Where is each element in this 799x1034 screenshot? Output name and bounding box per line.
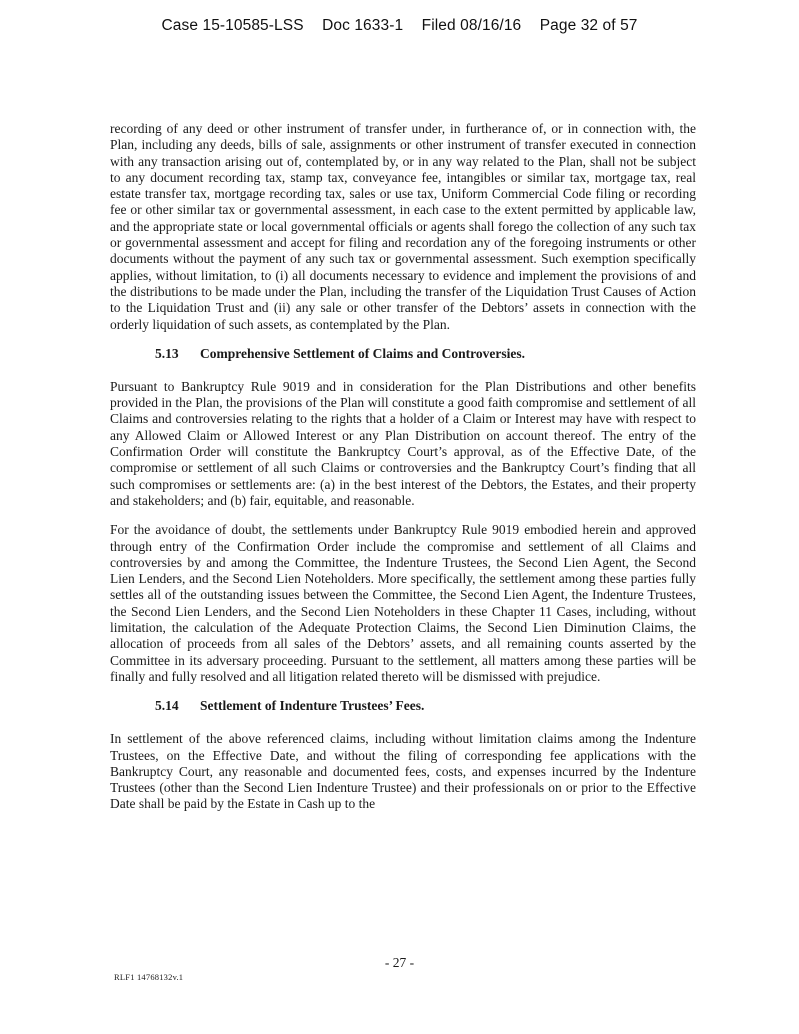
paragraph-rule-9019: Pursuant to Bankruptcy Rule 9019 and in consideration for the Plan Distributions and other benefits provided in the Plan, the provisions of the Plan will constitute a good faith compromise and settlement of all Claims and controversies relating to the rights that a holder of a Claim or Interest may have with respect to any Allowed Claim or Allowed Interest or any Plan Distribution on account thereof. The entry of the Confirmation Order will constitute the Bankruptcy Court’s approval, as of the Effective Date, of the compromise or settlement of all such Claims or controversies and the Bankruptcy Court’s finding that all such compromises or settlements are: (a) in the best interest of the Debtors, the Estates, and their property and stakeholders; and (b) fair, equitable, and reasonable. [110, 378, 696, 508]
paragraph-recording-tax: recording of any deed or other instrument of transfer under, in furtherance of, or in connection with, the Plan, including any deeds, bills of sale, assignments or other instrument of transfer executed in connection with any transaction arising out of, contemplated by, or in any way related to the Plan, shall not be subject to any document recording tax, stamp tax, conveyance fee, intangibles or similar tax, mortgage tax, real estate transfer tax, mortgage recording tax, sales or use tax, Uniform Commercial Code filing or recording fee or other similar tax or governmental assessment, in each case to the extent permitted by applicable law, and the appropriate state or local governmental officials or agents shall forego the collection of any such tax or governmental assessment and accept for filing and recordation any of the foregoing instruments or other documents without the payment of any such tax or governmental assessment. Such exemption specifically applies, without limitation, to (i) all documents necessary to evidence and implement the provisions of and the distributions to be made under the Plan, including the transfer of the Liquidation Trust Causes of Action to the Liquidation Trust and (ii) any sale or other transfer of the Debtors’ assets in connection with the orderly liquidation of such assets, as contemplated by the Plan. [110, 121, 696, 332]
doc-number: Doc 1633-1 [322, 17, 404, 34]
section-heading-5-13 [155, 346, 696, 362]
section-title: Settlement of Indenture Trustees’ Fees. [200, 698, 425, 714]
paragraph-indenture-fees: In settlement of the above referenced claims, including without limitation claims among the Indenture Trustees, on the Effective Date, and without the filing of corresponding fee applications with the Bankruptcy Court, any reasonable and documented fees, costs, and expenses incurred by the Indenture Trustees (other than the Second Lien Indenture Trustee) and their professionals on or prior to the Effective Date shall be paid by the Estate in Cash up to the [110, 731, 696, 812]
page-number: - 27 - [384, 955, 415, 970]
paragraph-avoidance-of-doubt: For the avoidance of doubt, the settlements under Bankruptcy Rule 9019 embodied herein and approved through entry of the Confirmation Order include the compromise and settlement of all Claims and controversies by and among the Committee, the Indenture Trustees, the Second Lien Agent, the Second Lien Lenders, and the Second Lien Noteholders. More specifically, the settlement among these parties fully settles all of the outstanding issues between the Committee, the Second Lien Agent, the Indenture Trustees, the Second Lien Lenders, and the Second Lien Noteholders in these Chapter 11 Cases, including, without limitation, the calculation of the Adequate Protection Claims, the Second Lien Diminution Claims, the allocation of proceeds from all sales of the Debtors’ assets, and all remaining counts asserted by the Committee in its adversary proceeding. Pursuant to the settlement, all matters among these parties will be finally and fully resolved and all litigation related thereto will be dismissed with prejudice. [110, 522, 696, 684]
section-number: 5.13 [155, 345, 179, 361]
document-body [110, 121, 696, 826]
document-id: RLF1 14768132v.1 [114, 972, 184, 982]
case-number: Case 15-10585-LSS [161, 17, 304, 34]
filed-date: Filed 08/16/16 [421, 17, 522, 34]
section-title: Comprehensive Settlement of Claims and Controversies. [200, 345, 525, 361]
page-indicator: Page 32 of 57 [539, 17, 638, 34]
case-header [0, 17, 799, 35]
section-number: 5.14 [155, 698, 179, 714]
section-heading-5-14 [155, 698, 696, 714]
